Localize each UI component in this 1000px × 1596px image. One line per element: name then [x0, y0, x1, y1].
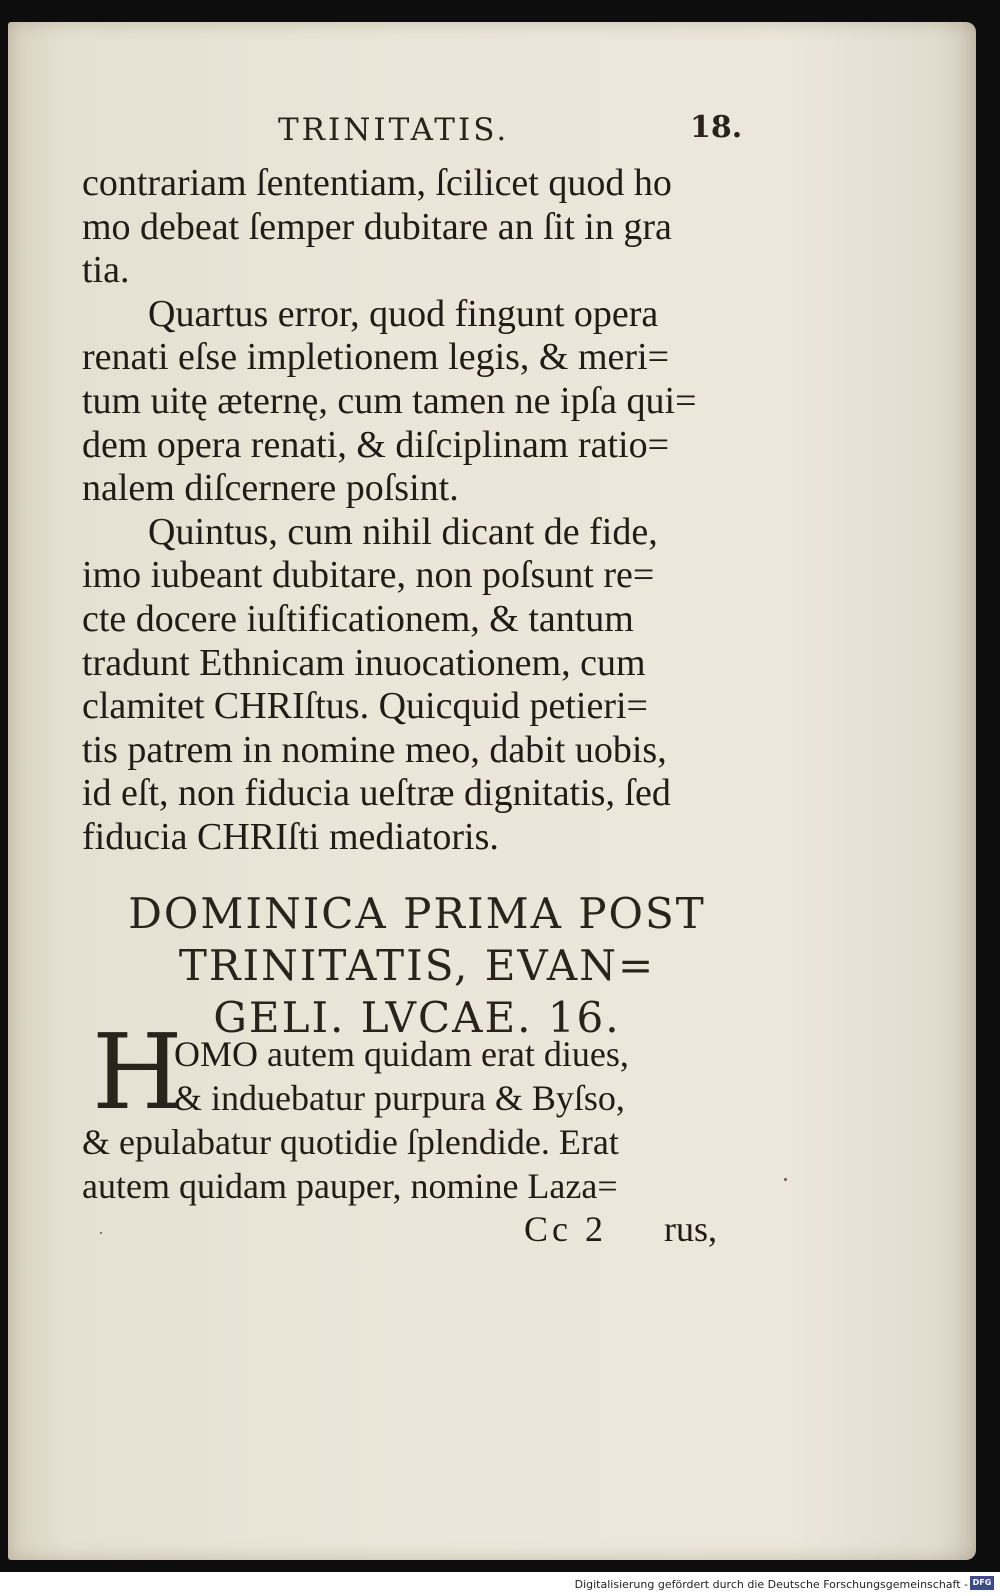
text-line: tum uitę æternę, cum tamen ne ipſa qui= — [82, 379, 697, 422]
text-line: & induebatur purpura & Byſso, — [174, 1078, 625, 1118]
page-number: 18. — [690, 110, 743, 145]
heading-line: TRINITATIS, EVAN= — [178, 941, 656, 990]
heading-line: DOMINICA PRIMA POST — [128, 889, 706, 938]
text-line: autem quidam pauper, nomine Laza= — [82, 1166, 618, 1206]
text-line: dem opera renati, & diſciplinam ratio= — [82, 423, 670, 466]
paper-speck — [100, 1232, 102, 1234]
text-line: id eſt, non fiducia ueſtræ dignitatis, ſed — [82, 772, 671, 815]
paragraph-start-quartus: Quartus error, quod fingunt opera — [148, 292, 659, 335]
text-line: tis patrem in nomine meo, dabit uobis, — [82, 728, 667, 771]
drop-cap-initial: H — [92, 1011, 183, 1133]
catchword: rus, — [664, 1209, 717, 1249]
text-line: tradunt Ethnicam inuocationem, cum — [82, 641, 646, 684]
text-line: fiducia CHRIſti mediatoris. — [82, 815, 499, 858]
paragraph-start-quintus: Quintus, cum nihil dicant de fide, — [148, 510, 658, 553]
funding-credit: Digitalisierung gefördert durch die Deutsche Forschungsgemeinschaft - — [574, 1578, 968, 1591]
heading-line: GELI. LVCAE. 16. — [213, 993, 621, 1042]
text-line: mo debeat ſemper dubitare an ſit in gra — [82, 205, 672, 248]
paper-speck — [784, 1178, 787, 1181]
text-line: imo iubeant dubitare, non poſsunt re= — [82, 554, 655, 597]
catchline — [524, 1208, 717, 1250]
text-line: cte docere iuſtificationem, & tantum — [82, 597, 634, 640]
signature-mark: Cc 2 — [524, 1209, 607, 1249]
text-line: tia. — [82, 249, 130, 292]
running-head: TRINITATIS. — [278, 112, 510, 148]
text-line: OMO autem quidam erat diues, — [174, 1034, 629, 1074]
dfg-logo: DFG — [970, 1576, 994, 1590]
text-line: clamitet CHRIſtus. Quicquid petieri= — [82, 685, 648, 728]
book-page — [8, 22, 976, 1560]
text-line: renati eſse impletionem legis, & meri= — [82, 336, 670, 379]
body-text — [82, 162, 752, 860]
text-line: nalem diſcernere poſsint. — [82, 467, 459, 510]
text-line: & epulabatur quotidie ſplendide. Erat — [82, 1122, 619, 1162]
text-line: contrariam ſententiam, ſcilicet quod ho — [82, 162, 672, 204]
